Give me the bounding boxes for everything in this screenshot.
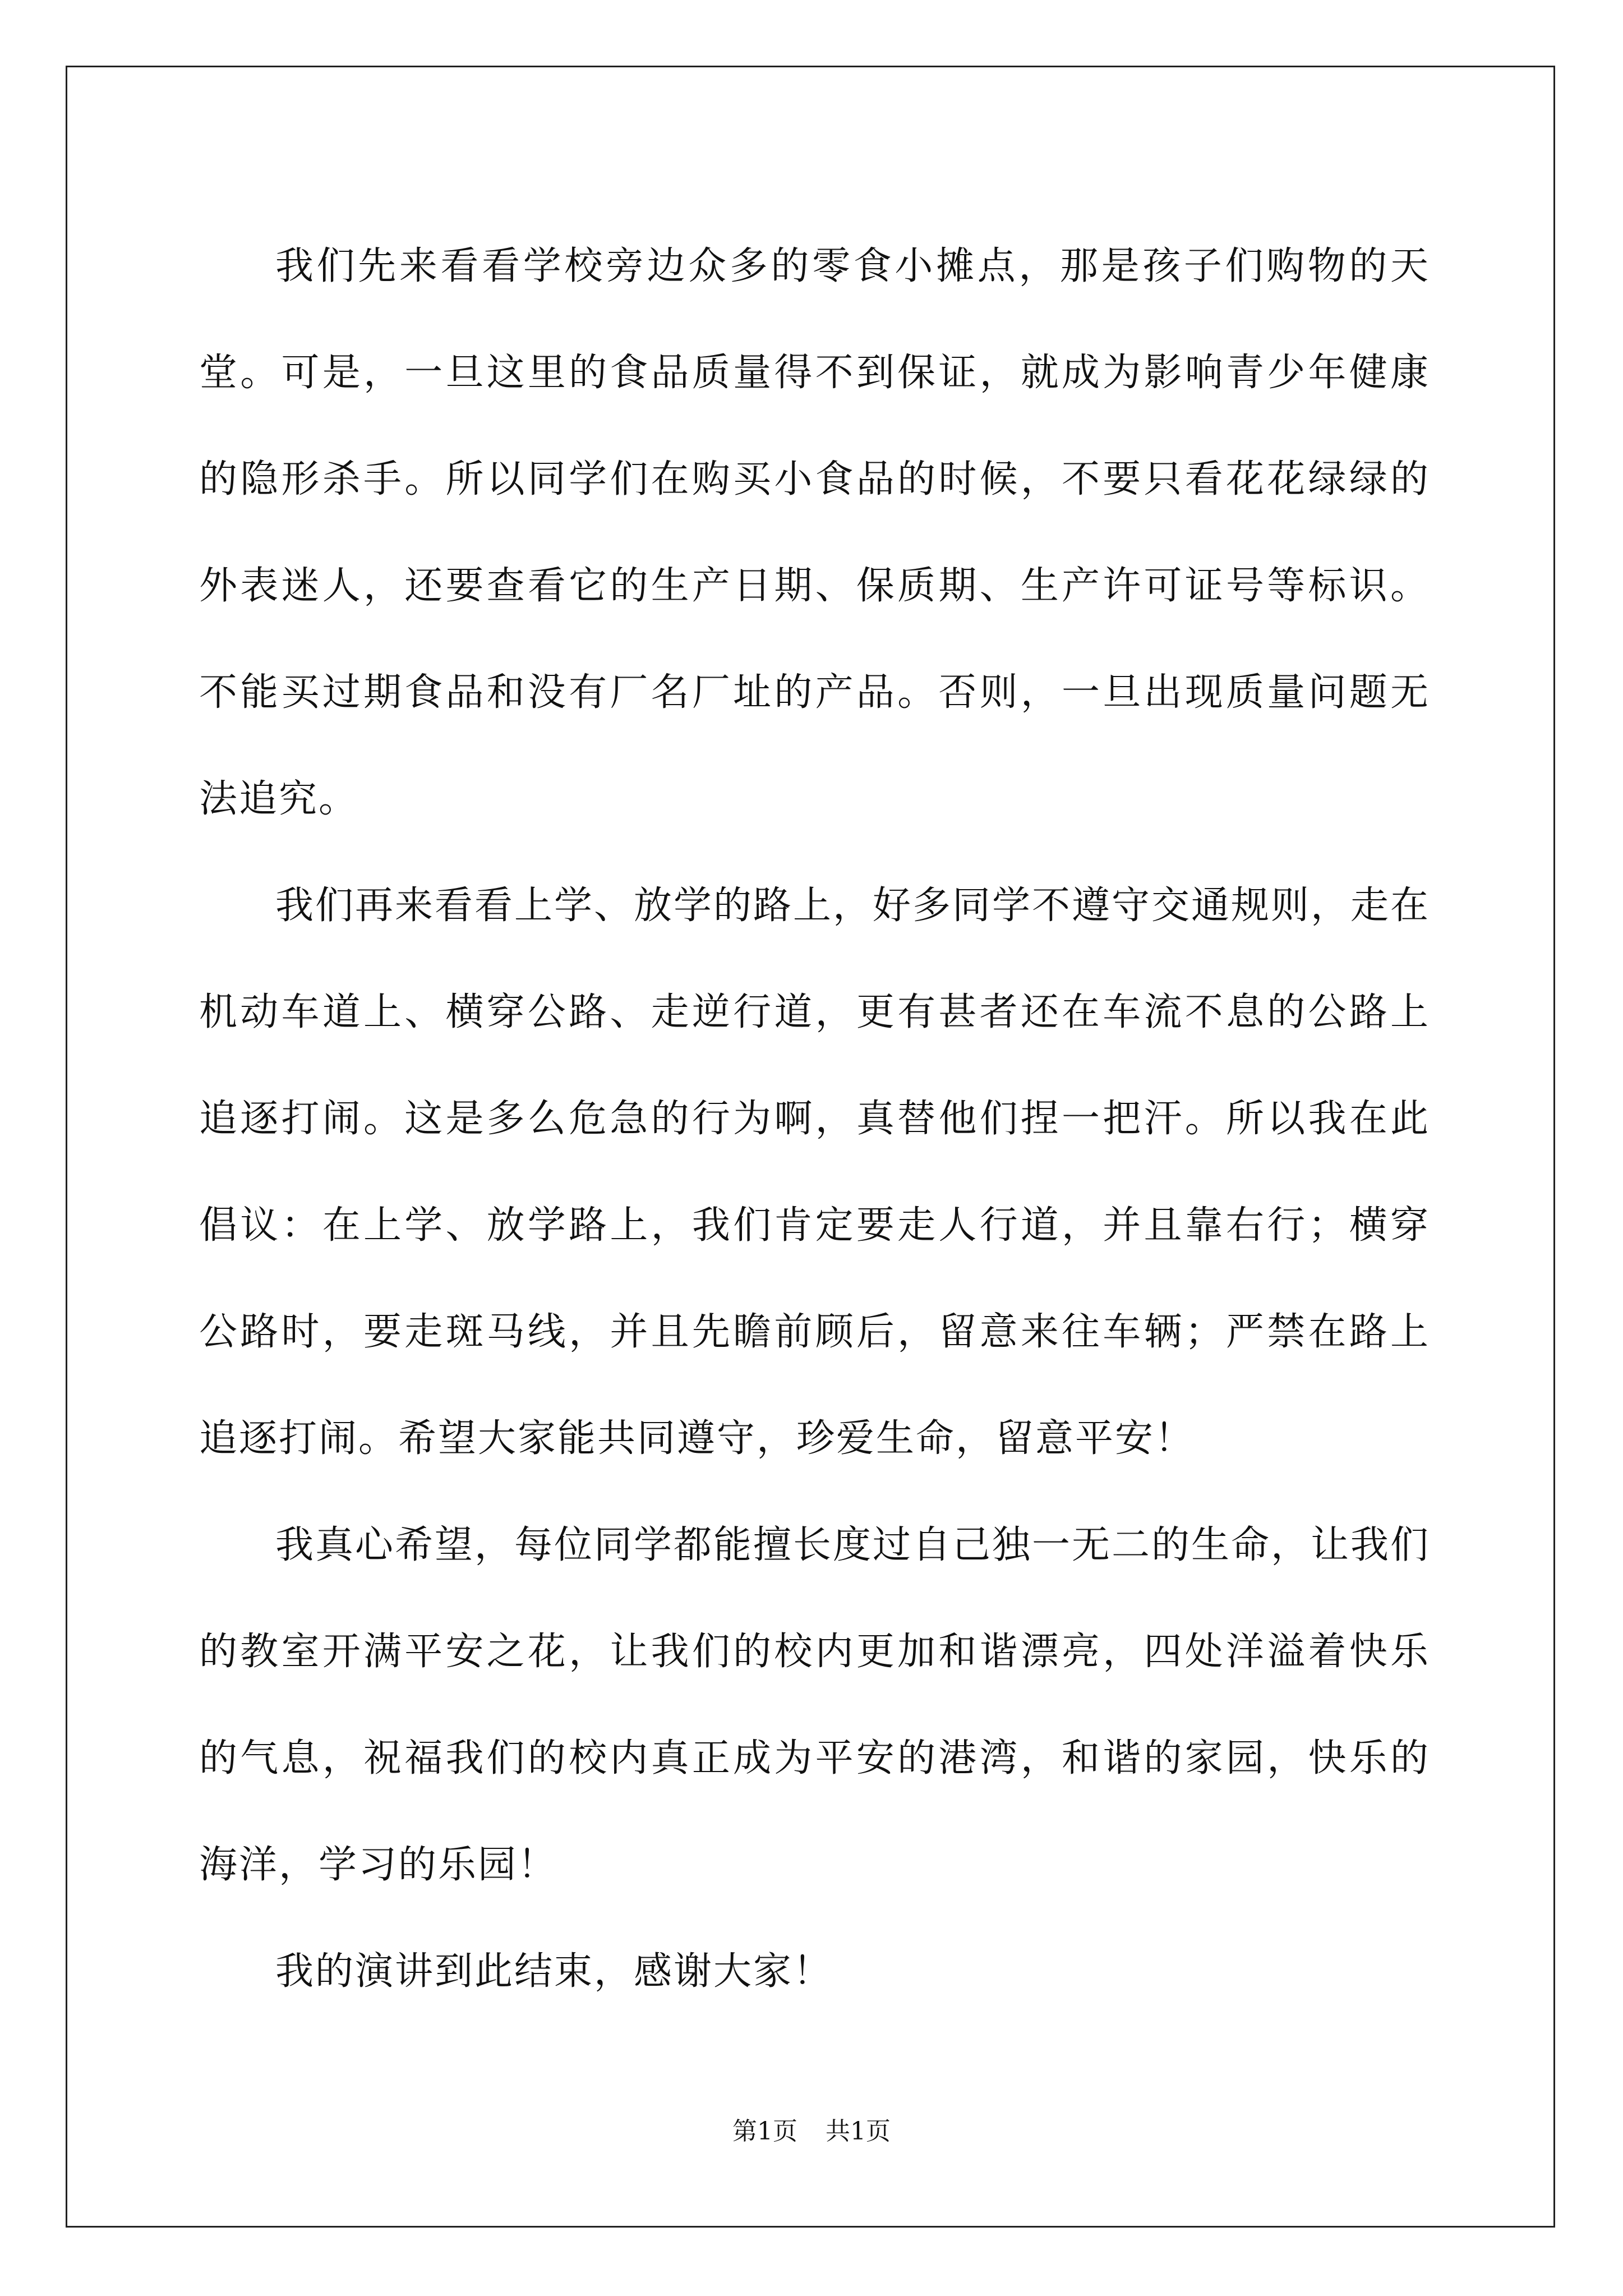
page-number-total: 共1页 [826, 2117, 891, 2146]
page-number-current: 第1页 [732, 2117, 797, 2146]
page-footer [0, 2115, 1623, 2148]
document-body [199, 213, 1430, 2025]
paragraph-food-safety: 我们先来看看学校旁边众多的零食小摊点，那是孩子们购物的天堂。可是，一旦这里的食品质量得不到保证，就成为影响青少年健康的隐形杀手。所以同学们在购买小食品的时候，不要只看花花绿绿的外表迷人，还要查看它的生产日期、保质期、生产许可证号等标识。不能买过期食品和没有厂名厂址的产品。否则，一旦出现质量问题无法追究。 [199, 244, 1430, 821]
paragraph-traffic-safety: 我们再来看看上学、放学的路上，好多同学不遵守交通规则，走在机动车道上、横穿公路、走逆行道，更有甚者还在车流不息的公路上追逐打闹。这是多么危急的行为啊，真替他们捏一把汗。所以我在此倡议：在上学、放学路上，我们肯定要走人行道，并且靠右行；横穿公路时，要走斑马线，并且先瞻前顾后，留意来往车辆；严禁在路上追逐打闹。希望大家能共同遵守，珍爱生命，留意平安！ [199, 884, 1431, 1461]
paragraph-wishes: 我真心希望，每位同学都能擅长度过自己独一无二的生命，让我们的教室开满平安之花，让我们的校内更加和谐漂亮，四处洋溢着快乐的气息，祝福我们的校内真正成为平安的港湾，和谐的家园，快乐的海洋，学习的乐园！ [199, 1523, 1431, 1887]
paragraph-closing: 我的演讲到此结束，感谢大家！ [275, 1949, 833, 1994]
